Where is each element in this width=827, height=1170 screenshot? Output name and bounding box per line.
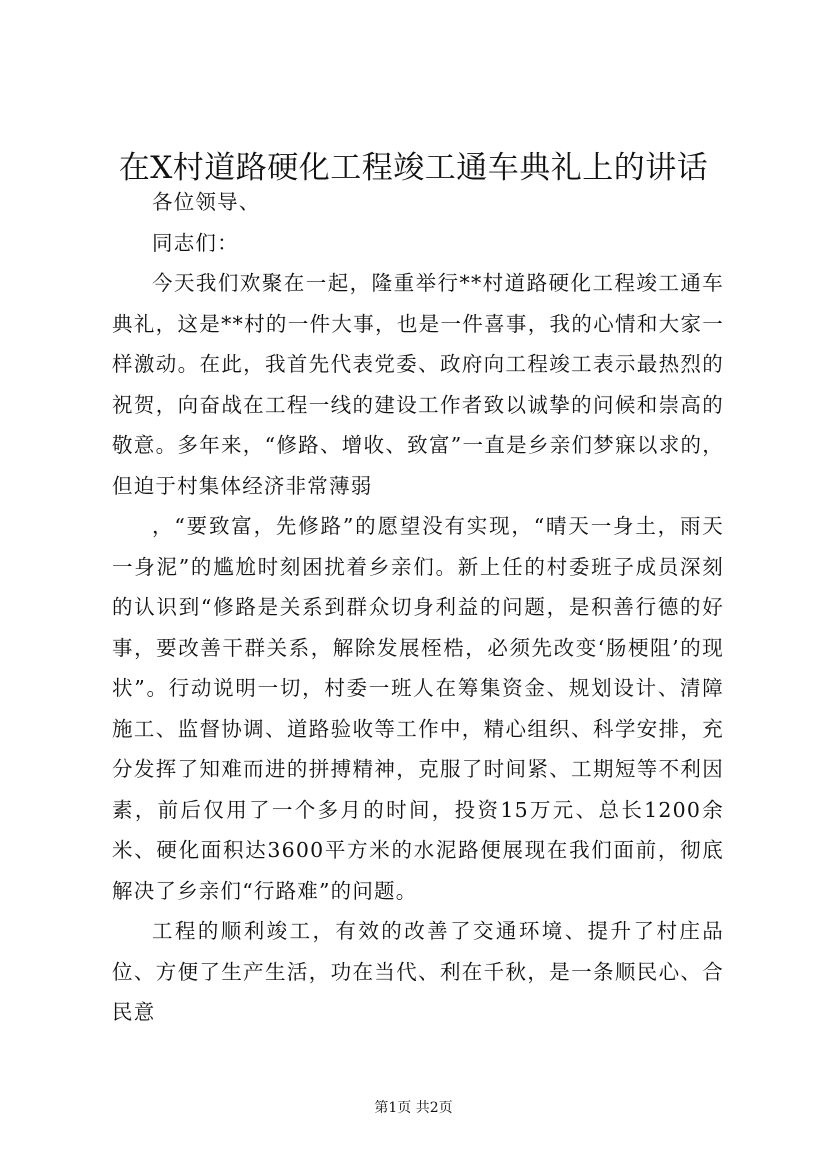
paragraph-2: ，“要致富，先修路”的愿望没有实现，“晴天一身土，雨天一身泥”的尴尬时刻困扰着乡亲们。新上任的村委班子成员深刻的认识到“修路是关系到群众切身利益的问题，是积善行德的好事，要改善干群关系，解除发展桎梏，必须先改变‘肠梗阻’的现状”。行动说明一切，村委一班人在筹集资金、规划设计、清障施工、监督协调、道路验收等工作中，精心组织、科学安排，充分发挥了知难而进的拼搏精神，克服了时间紧、工期短等不利因素，前后仅用了一个多月的时间，投资15万元、总长1200余米、硬化面积达3600平方米的水泥路便展现在我们面前，彻底解决了乡亲们“行路难”的问题。 (112, 514, 724, 903)
salutation-comrades: 同志们： (152, 230, 239, 255)
salutation-leaders: 各位领导、 (152, 190, 261, 214)
document-body (112, 182, 724, 1033)
paragraph-3: 工程的顺利竣工，有效的改善了交通环境、提升了村庄品位、方便了生产生活，功在当代、利在千秋，是一条顺民心、合民意 (112, 919, 724, 1024)
paragraph-1: 今天我们欢聚在一起，隆重举行**村道路硬化工程竣工通车典礼，这是**村的一件大事，也是一件喜事，我的心情和大家一样激动。在此，我首先代表党委、政府向工程竣工表示最热烈的祝贺，向奋战在工程一线的建设工作者致以诚挚的问候和崇高的敬意。多年来，“修路、增收、致富”一直是乡亲们梦寐以求的，但迫于村集体经济非常薄弱 (112, 271, 724, 498)
document-title: 在X村道路硬化工程竣工通车典礼上的讲话 (118, 150, 709, 186)
page-number-footer: 第1页 共2页 (374, 1100, 453, 1116)
